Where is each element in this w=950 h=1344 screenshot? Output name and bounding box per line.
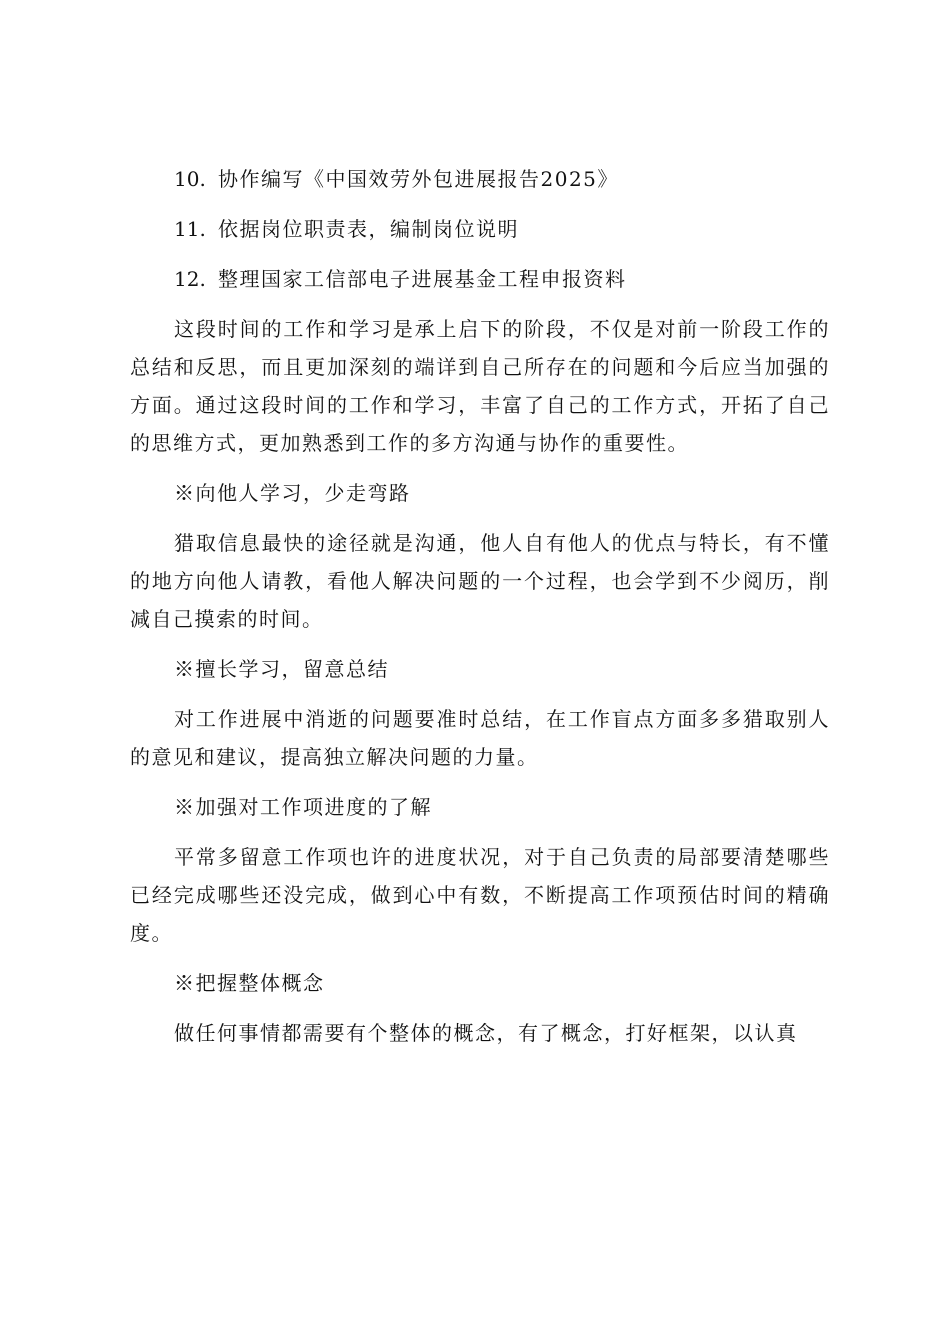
list-item-number: 12. <box>174 267 206 291</box>
list-item-text: 依据岗位职责表，编制岗位说明 <box>218 217 519 241</box>
list-item-text: 整理国家工信部电子进展基金工程申报资料 <box>218 267 627 291</box>
section-paragraph: 猎取信息最快的途径就是沟通，他人自有他人的优点与特长，有不懂的地方向他人请教，看他人解决问题的一个过程，也会学到不少阅历，削减自己摸索的时间。 <box>130 531 830 631</box>
list-item <box>130 260 830 298</box>
list-item-text: 协作编写《中国效劳外包进展报告2025》 <box>218 167 619 191</box>
list-item-number: 10. <box>174 167 206 191</box>
list-item <box>130 210 830 248</box>
list-item-number: 11. <box>174 217 206 241</box>
list-item <box>130 160 830 198</box>
section-heading: ※加强对工作项进度的了解 <box>174 795 432 819</box>
section-paragraph: 对工作进展中消逝的问题要准时总结，在工作盲点方面多多猎取别人的意见和建议，提高独立解决问题的力量。 <box>130 707 830 769</box>
section-paragraph: 做任何事情都需要有个整体的概念，有了概念，打好框架，以认真 <box>174 1021 798 1045</box>
section-heading: ※擅长学习，留意总结 <box>174 657 389 681</box>
summary-paragraph: 这段时间的工作和学习是承上启下的阶段，不仅是对前一阶段工作的总结和反思，而且更加深刻的端详到自己所存在的问题和今后应当加强的方面。通过这段时间的工作和学习，丰富了自己的工作方式，开拓了自己的思维方式，更加熟悉到工作的多方沟通与协作的重要性。 <box>130 317 830 455</box>
section-heading: ※把握整体概念 <box>174 971 325 995</box>
section-heading: ※向他人学习，少走弯路 <box>174 481 411 505</box>
section-paragraph: 平常多留意工作项也许的进度状况，对于自己负责的局部要清楚哪些已经完成哪些还没完成，做到心中有数，不断提高工作项预估时间的精确度。 <box>130 845 830 945</box>
document-body <box>130 160 830 1064</box>
